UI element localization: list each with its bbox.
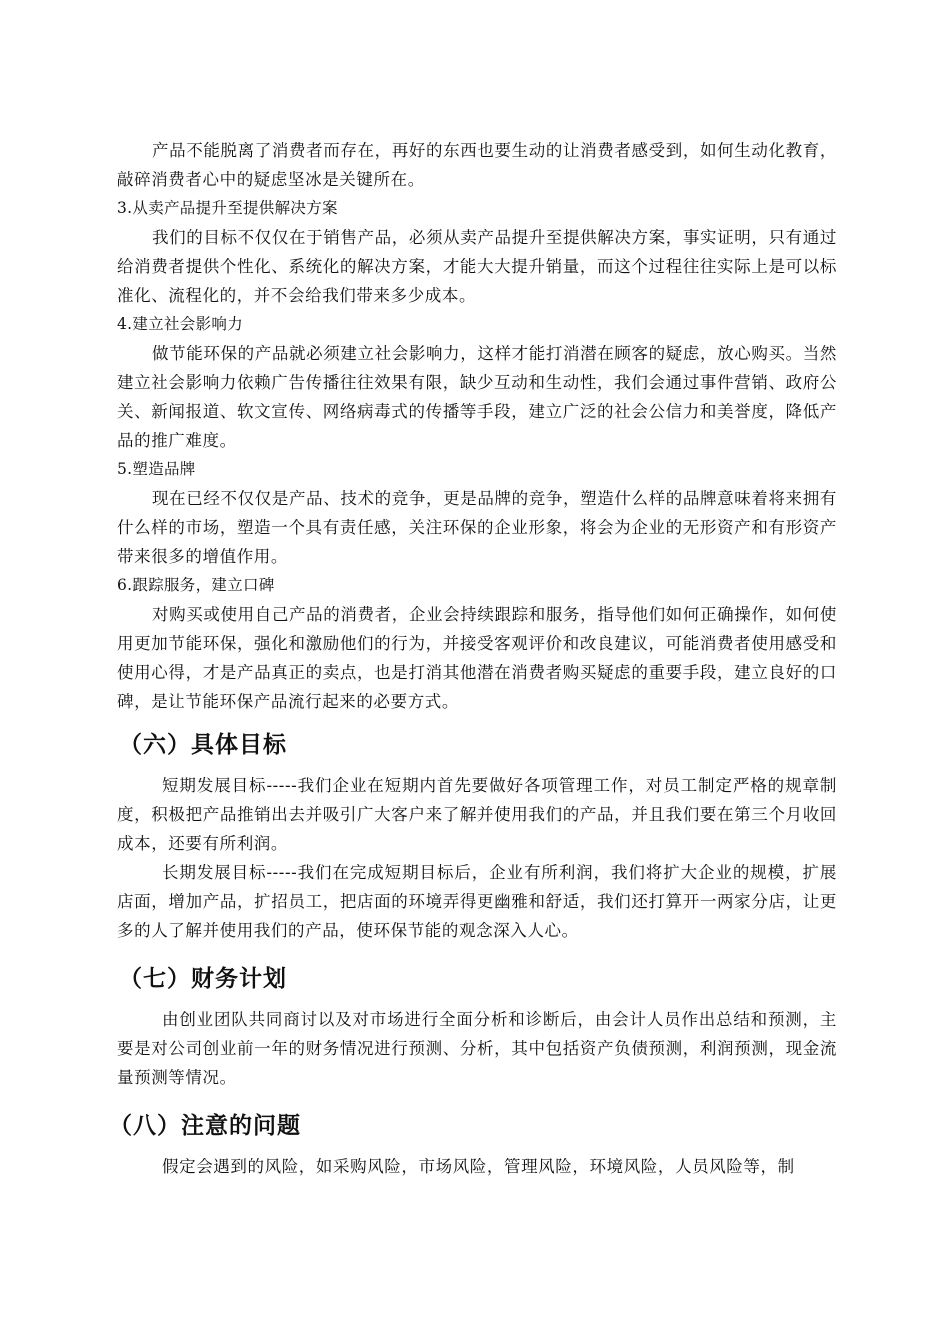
subheading-social-influence: 4.建立社会影响力 (117, 315, 243, 333)
paragraph-brand: 现在已经不仅仅是产品、技术的竞争，更是品牌的竞争，塑造什么样的品牌意味着将来拥有什么样的市场，塑造一个具有责任感，关注环保的企业形象，将会为企业的无形资产和有形资产带来很多的增值作用。 (117, 489, 837, 566)
paragraph-social-influence: 做节能环保的产品就必须建立社会影响力，这样才能打消潜在顾客的疑虑，放心购买。当然建立社会影响力依赖广告传播往往效果有限，缺少互动和生动性，我们会通过事件营销、政府公关、新闻报道、软文宣传、网络病毒式的传播等手段，建立广泛的社会公信力和美誉度，降低产品的推广难度。 (117, 344, 837, 450)
subheading-follow-up-service: 6.跟踪服务，建立口碑 (117, 576, 275, 594)
paragraph-financial-plan: 由创业团队共同商讨以及对市场进行全面分析和诊断后，由会计人员作出总结和预测，主要是对公司创业前一年的财务情况进行预测、分析，其中包括资产负债预测，利润预测，现金流量预测等情况。 (117, 1010, 837, 1087)
section-heading-financial-plan: （七）财务计划 (119, 966, 287, 992)
paragraph-product-education: 产品不能脱离了消费者而存在，再好的东西也要生动的让消费者感受到，如何生动化教育，敲碎消费者心中的疑虑坚冰是关键所在。 (117, 141, 837, 189)
paragraph-long-term-goal: 长期发展目标-----我们在完成短期目标后，企业有所利润，我们将扩大企业的规模，扩展店面，增加产品，扩招员工，把店面的环境弄得更幽雅和舒适，我们还打算开一两家分店，让更多的人了解并使用我们的产品，使环保节能的观念深入人心。 (117, 863, 837, 940)
paragraph-risks: 假定会遇到的风险，如采购风险，市场风险，管理风险，环境风险，人员风险等，制 (162, 1157, 795, 1176)
paragraph-short-term-goal: 短期发展目标-----我们企业在短期内首先要做好各项管理工作，对员工制定严格的规章制度，积极把产品推销出去并吸引广大客户来了解并使用我们的产品，并且我们要在第三个月收回成本，还要有所利润。 (117, 776, 837, 853)
subheading-brand: 5.塑造品牌 (117, 460, 196, 478)
paragraph-follow-up-service: 对购买或使用自己产品的消费者，企业会持续跟踪和服务，指导他们如何正确操作，如何使用更加节能环保，强化和激励他们的行为，并接受客观评价和改良建议，可能消费者使用感受和使用心得，才是产品真正的卖点，也是打消其他潜在消费者购买疑虑的重要手段，建立良好的口碑，是让节能环保产品流行起来的必要方式。 (117, 605, 837, 711)
subheading-solutions: 3.从卖产品提升至提供解决方案 (117, 199, 338, 217)
section-heading-issues: （八）注意的问题 (109, 1113, 301, 1139)
section-heading-specific-goals: （六）具体目标 (119, 732, 287, 758)
paragraph-solutions: 我们的目标不仅仅在于销售产品，必须从卖产品提升至提供解决方案，事实证明，只有通过给消费者提供个性化、系统化的解决方案，才能大大提升销量，而这个过程往往实际上是可以标准化、流程化的，并不会给我们带来多少成本。 (117, 228, 837, 305)
document-page (109, 136, 837, 1181)
